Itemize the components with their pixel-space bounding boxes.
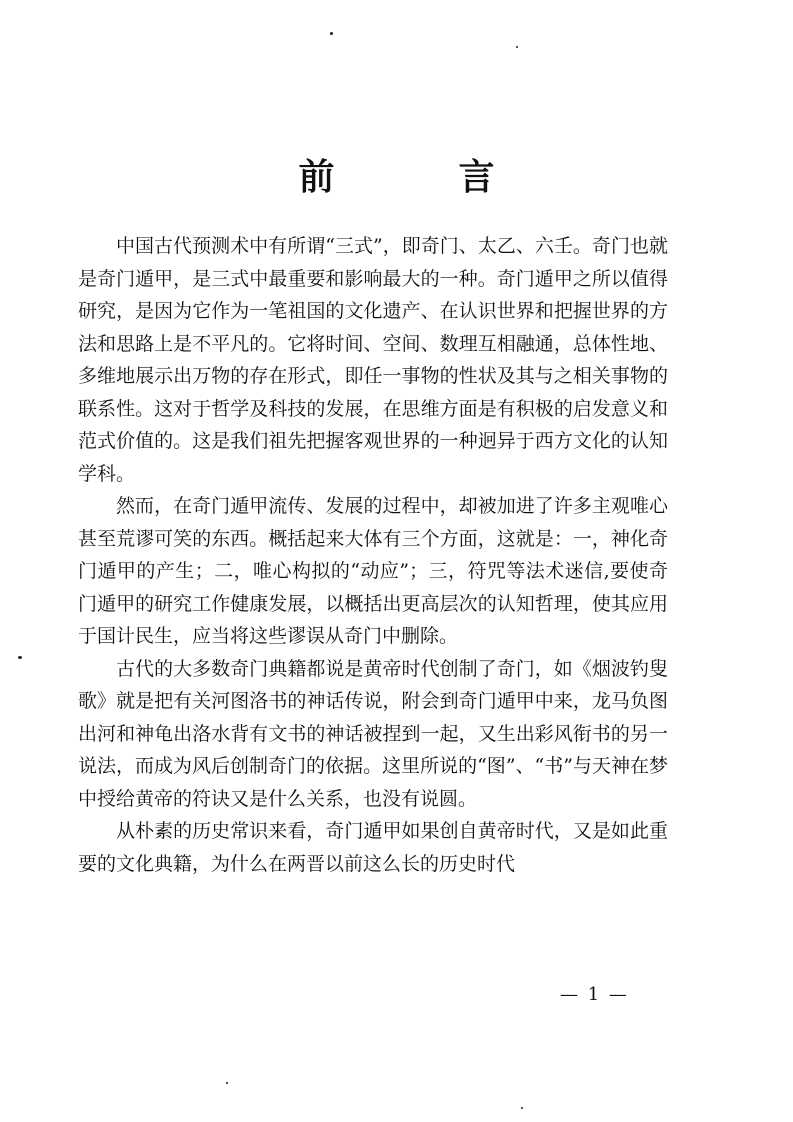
page-title: 前 言: [298, 156, 539, 198]
paragraph-4: 从朴素的历史常识来看，奇门遁甲如果创自黄帝时代，又是如此重要的文化典籍，为什么在两晋以前这么长的历史时代: [78, 820, 668, 875]
scan-speck: [226, 1082, 228, 1084]
scan-speck: [521, 1107, 523, 1109]
scan-speck: [330, 32, 333, 35]
page-number: — 1 —: [560, 984, 629, 1005]
paragraph-1: 中国古代预测术中有所谓“三式”，即奇门、太乙、六壬。奇门也就是奇门遁甲，是三式中最重要和影响最大的一种。奇门遁甲之所以值得研究，是因为它作为一笔祖国的文化遗产、在认识世界和把握世界的方法和思路上是不平凡的。它将时间、空间、数理互相融通，总体性地、多维地展示出万物的存在形式，即任一事物的性状及其与之相关事物的联系性。这对于哲学及科技的发展，在思维方面是有积极的启发意义和范式价值的。这是我们祖先把握客观世界的一种迥异于西方文化的认知学科。: [78, 235, 668, 485]
scan-speck: [516, 46, 518, 48]
body-text: [78, 230, 668, 880]
scan-speck: [18, 656, 22, 659]
paragraph-2: 然而，在奇门遁甲流传、发展的过程中，却被加进了许多主观唯心甚至荒谬可笑的东西。概括起来大体有三个方面，这就是：一，神化奇门遁甲的产生；二，唯心构拟的“动应”；三，符咒等法术迷信,要使奇门遁甲的研究工作健康发展，以概括出更高层次的认知哲理，使其应用于国计民生，应当将这些谬误从奇门中删除。: [78, 495, 668, 647]
paragraph-3: 古代的大多数奇门典籍都说是黄帝时代创制了奇门，如《烟波钓叟歌》就是把有关河图洛书的神话传说，附会到奇门遁甲中来，龙马负图出河和神龟出洛水背有文书的神话被捏到一起，又生出彩风衔书的另一说法，而成为风后创制奇门的依据。这里所说的“图”、“书”与天神在梦中授给黄帝的符诀又是什么关系，也没有说圆。: [78, 657, 668, 810]
